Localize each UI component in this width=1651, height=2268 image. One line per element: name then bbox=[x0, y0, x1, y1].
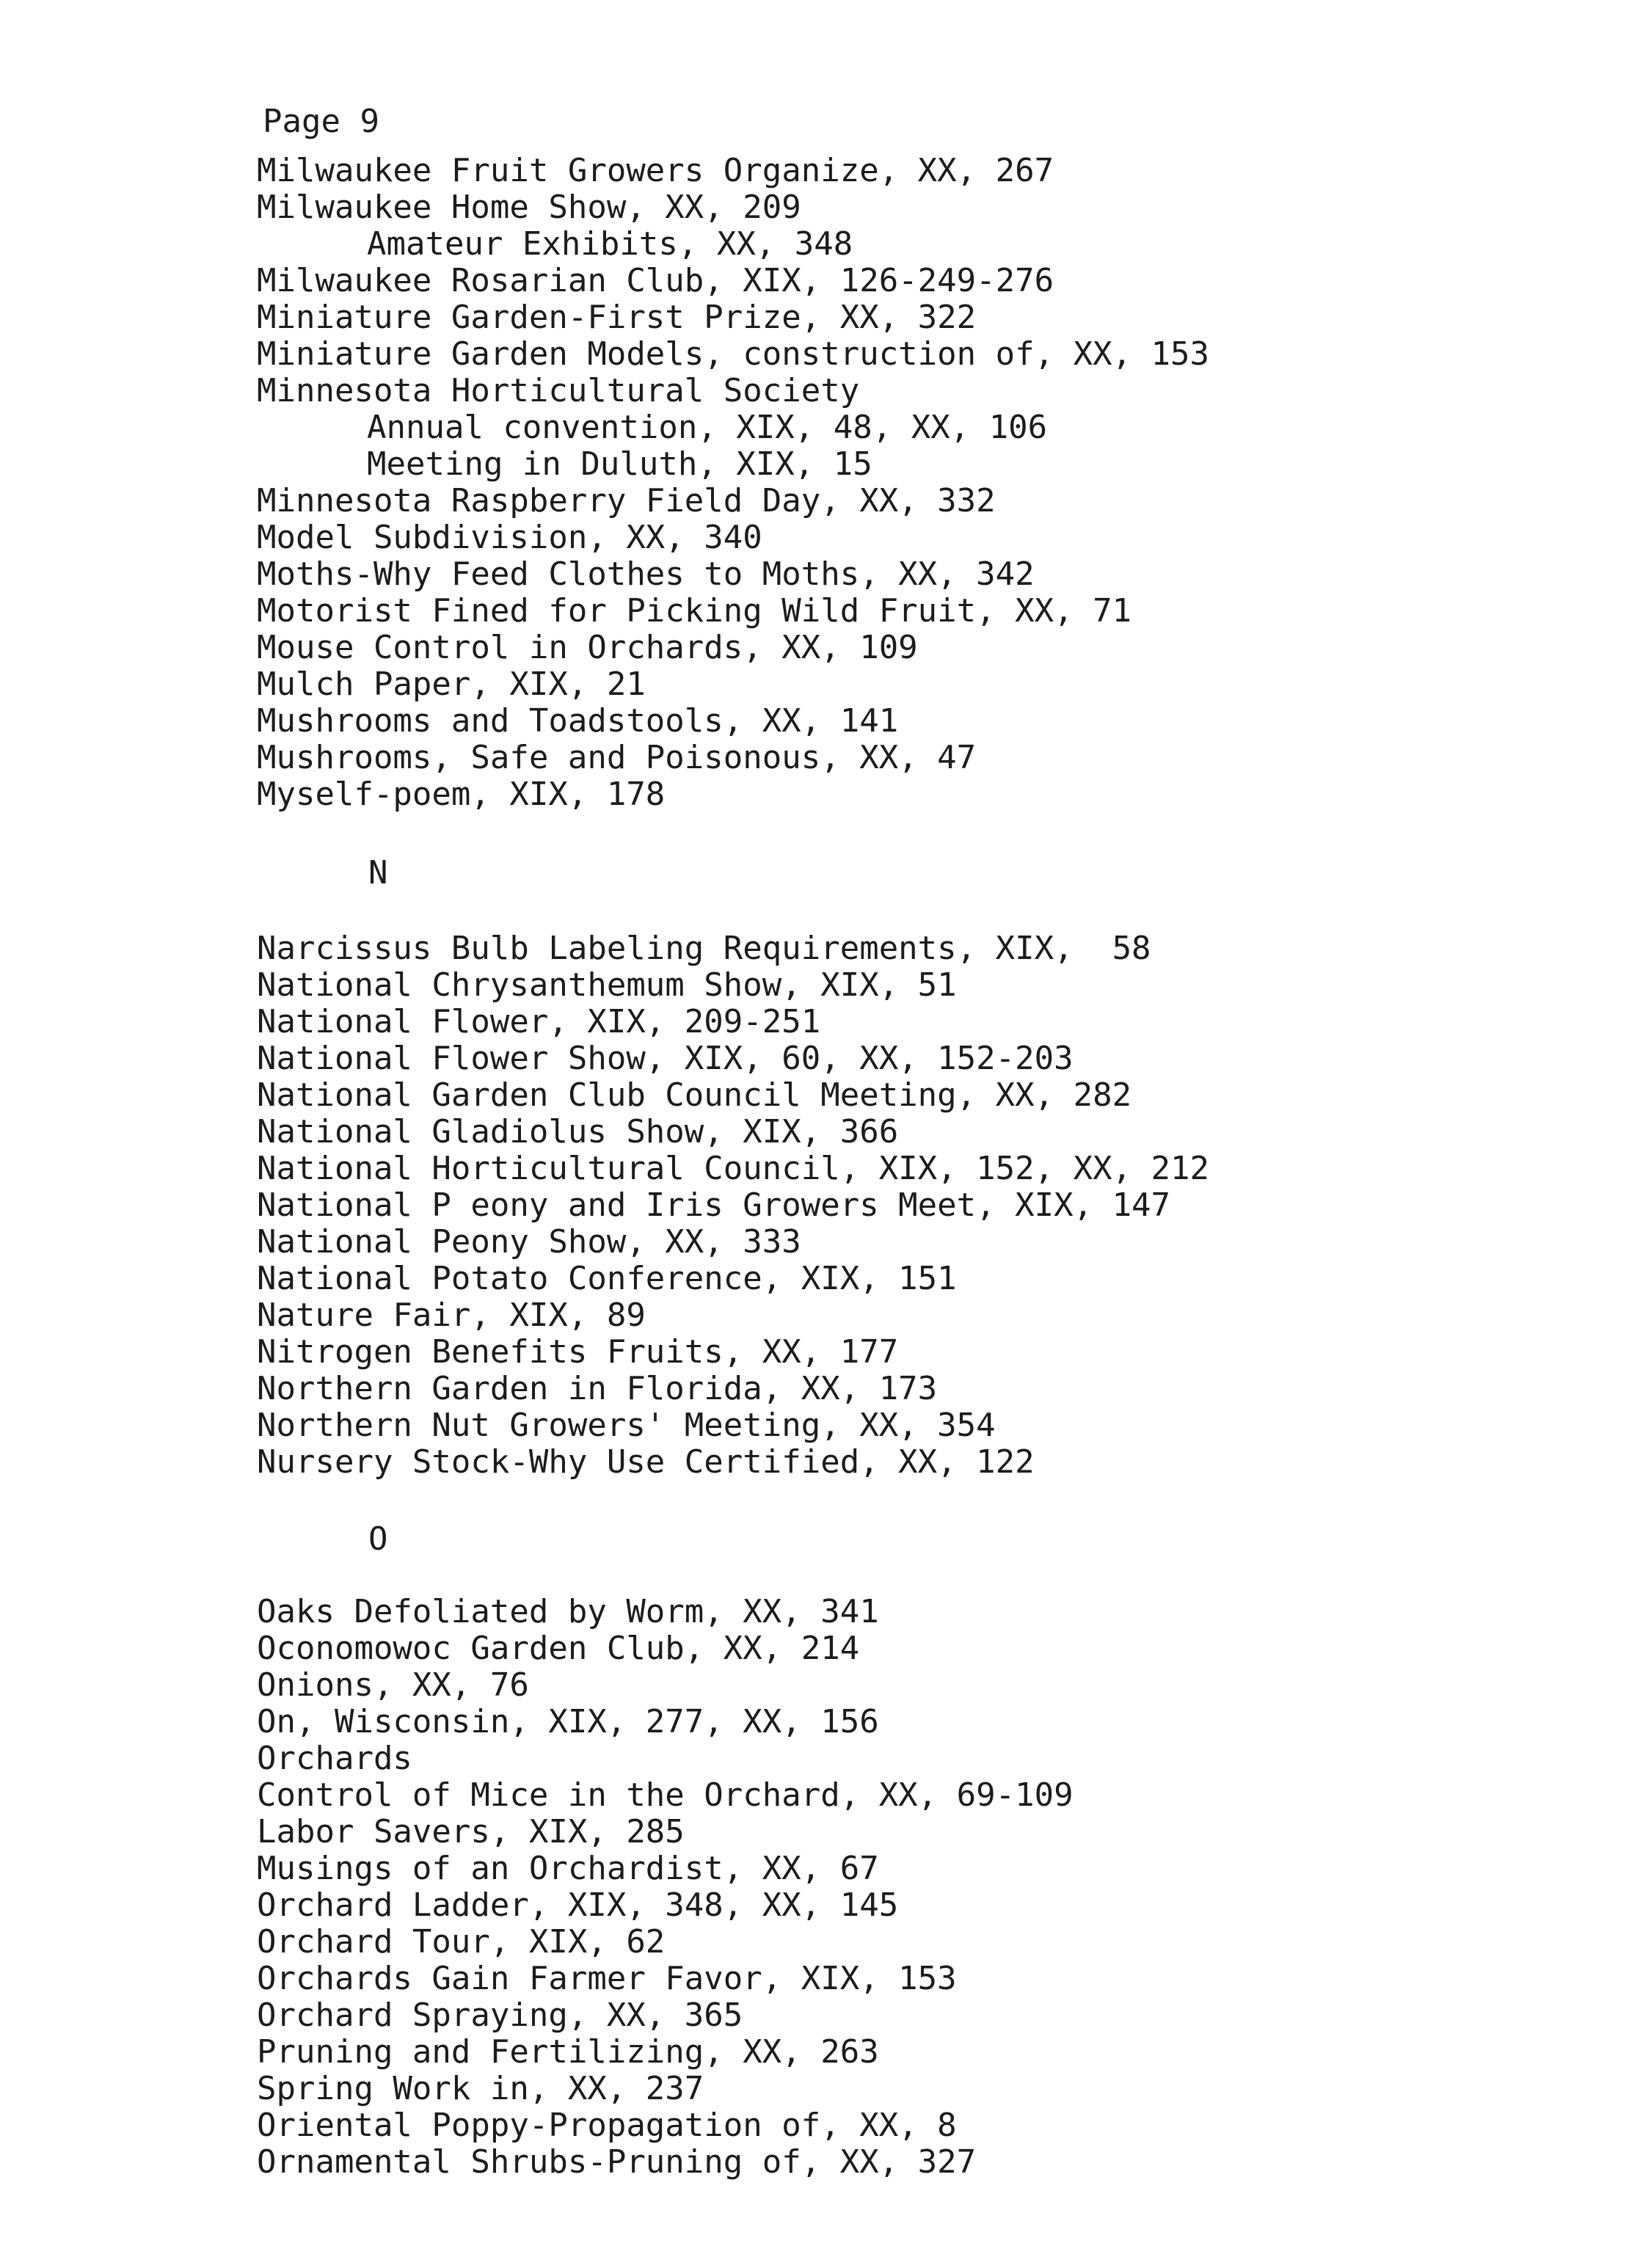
page-number: Page 9 bbox=[263, 103, 379, 140]
index-entry: Orchards Gain Farmer Favor, XIX, 153 bbox=[257, 1960, 957, 1997]
index-entry: National Garden Club Council Meeting, XX, 282 bbox=[257, 1076, 1132, 1114]
index-entry: Miniature Garden Models, construction of, XX, 153 bbox=[257, 335, 1210, 373]
index-entry: Myself-poem, XIX, 178 bbox=[257, 776, 666, 813]
index-entry: Nature Fair, XIX, 89 bbox=[257, 1297, 646, 1334]
index-entry: Meeting in Duluth, XIX, 15 bbox=[367, 445, 872, 483]
index-entry: Miniature Garden-First Prize, XX, 322 bbox=[257, 299, 977, 336]
index-entry: Amateur Exhibits, XX, 348 bbox=[367, 225, 853, 263]
index-entry: Orchard Spraying, XX, 365 bbox=[257, 1997, 743, 2034]
index-entry: Minnesota Horticultural Society bbox=[257, 372, 860, 409]
index-entry: Orchard Ladder, XIX, 348, XX, 145 bbox=[257, 1886, 899, 1924]
index-entry: National Potato Conference, XIX, 151 bbox=[257, 1260, 957, 1297]
index-entry: National Flower, XIX, 209-251 bbox=[257, 1003, 821, 1040]
index-entry: Motorist Fined for Picking Wild Fruit, XX, 71 bbox=[257, 592, 1132, 630]
index-entry: Orchards bbox=[257, 1740, 412, 1777]
index-section-m bbox=[257, 153, 1592, 813]
index-entry: Spring Work in, XX, 237 bbox=[257, 2070, 704, 2107]
index-section-o bbox=[257, 1594, 1592, 2181]
index-entry: Minnesota Raspberry Field Day, XX, 332 bbox=[257, 482, 996, 519]
index-entry: National Chrysanthemum Show, XIX, 51 bbox=[257, 966, 957, 1004]
index-entry: Pruning and Fertilizing, XX, 263 bbox=[257, 2033, 879, 2071]
index-entry: Musings of an Orchardist, XX, 67 bbox=[257, 1850, 879, 1887]
index-entry: Narcissus Bulb Labeling Requirements, XIX, 58 bbox=[257, 930, 1151, 967]
index-entry: Northern Nut Growers' Meeting, XX, 354 bbox=[257, 1407, 996, 1444]
index-entry: Nursery Stock-Why Use Certified, XX, 122 bbox=[257, 1443, 1035, 1481]
index-entry: Mulch Paper, XIX, 21 bbox=[257, 666, 646, 703]
index-entry: National Gladiolus Show, XIX, 366 bbox=[257, 1113, 899, 1151]
index-entry: Onions, XX, 76 bbox=[257, 1666, 529, 1704]
index-entry: National P eony and Iris Growers Meet, XIX, 147 bbox=[257, 1186, 1171, 1224]
index-entry: Orchard Tour, XIX, 62 bbox=[257, 1923, 666, 1961]
index-entry: Oaks Defoliated by Worm, XX, 341 bbox=[257, 1593, 879, 1630]
index-entry: Mushrooms and Toadstools, XX, 141 bbox=[257, 702, 899, 740]
index-entry: Ornamental Shrubs-Pruning of, XX, 327 bbox=[257, 2143, 977, 2181]
index-entry: Labor Savers, XIX, 285 bbox=[257, 1813, 685, 1851]
index-entry: Model Subdivision, XX, 340 bbox=[257, 519, 762, 556]
index-entry: Mouse Control in Orchards, XX, 109 bbox=[257, 629, 918, 666]
index-entry: National Flower Show, XIX, 60, XX, 152-203 bbox=[257, 1040, 1074, 1077]
index-entry: On, Wisconsin, XIX, 277, XX, 156 bbox=[257, 1703, 879, 1740]
index-entry: Milwaukee Rosarian Club, XIX, 126-249-276 bbox=[257, 262, 1054, 299]
index-entry: Moths-Why Feed Clothes to Moths, XX, 342 bbox=[257, 555, 1035, 593]
index-entry: Milwaukee Fruit Growers Organize, XX, 267 bbox=[257, 152, 1054, 189]
section-letter-o: O bbox=[368, 1520, 388, 1558]
index-entry: Mushrooms, Safe and Poisonous, XX, 47 bbox=[257, 739, 977, 776]
index-section-n bbox=[257, 930, 1592, 1481]
index-entry: National Horticultural Council, XIX, 152, XX, 212 bbox=[257, 1150, 1210, 1187]
index-entry: Annual convention, XIX, 48, XX, 106 bbox=[367, 409, 1048, 446]
section-letter-n: N bbox=[368, 854, 388, 891]
index-entry: Nitrogen Benefits Fruits, XX, 177 bbox=[257, 1333, 899, 1371]
index-entry: Northern Garden in Florida, XX, 173 bbox=[257, 1370, 938, 1407]
index-entry: Control of Mice in the Orchard, XX, 69-109 bbox=[257, 1776, 1074, 1814]
index-entry: National Peony Show, XX, 333 bbox=[257, 1223, 801, 1261]
index-entry: Oriental Poppy-Propagation of, XX, 8 bbox=[257, 2107, 957, 2144]
index-entry: Oconomowoc Garden Club, XX, 214 bbox=[257, 1630, 860, 1667]
index-entry: Milwaukee Home Show, XX, 209 bbox=[257, 189, 801, 226]
